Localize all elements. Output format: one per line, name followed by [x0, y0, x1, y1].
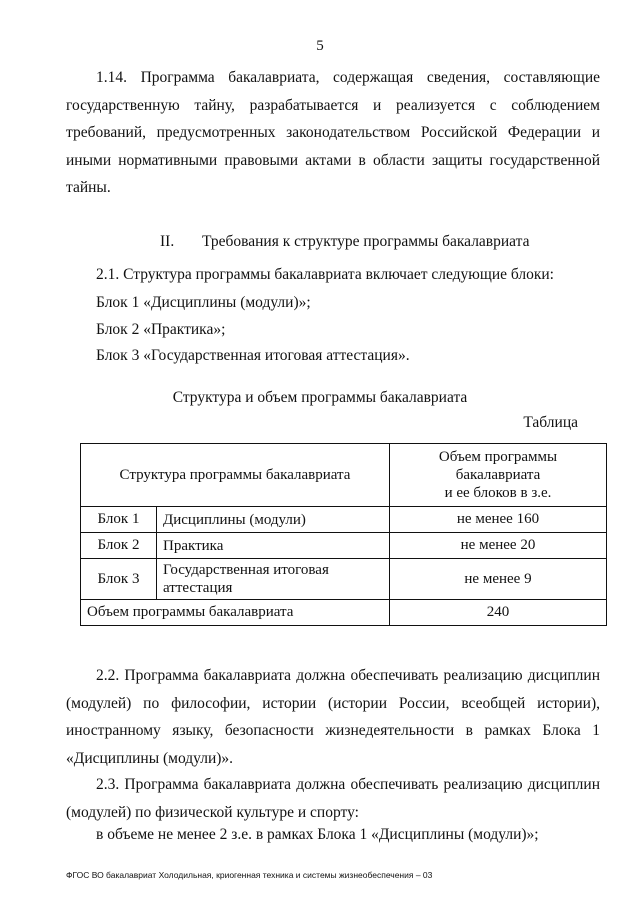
cell-name: Дисциплины (модули): [157, 507, 390, 533]
paragraph-1-14: 1.14. Программа бакалавриата, содержащая сведения, составляющие государственную тайну, разрабатывается и реализуется с соблюдением требований, предусмотренных законодательством Российской Федерации и иными нормативными правовыми актами в области защиты государственной тайны.: [66, 69, 600, 196]
block-list-item-3: Блок 3 «Государственная итоговая аттестация».: [96, 347, 410, 364]
structure-table: [80, 443, 607, 626]
cell-value: не менее 20: [390, 533, 607, 559]
table-row: [81, 559, 607, 600]
cell-block: Блок 2: [81, 533, 157, 559]
cell-total-value: 240: [390, 600, 607, 626]
block-list-item-2: Блок 2 «Практика»;: [96, 321, 226, 338]
table-header-row: [81, 444, 607, 507]
table-title: Структура и объем программы бакалавриата: [172, 389, 468, 406]
paragraph-2-1: 2.1. Структура программы бакалавриата включает следующие блоки:: [96, 266, 554, 283]
footer-note: ФГОС ВО бакалавриат Холодильная, криогенная техника и системы жизнеобеспечения – 03: [66, 870, 433, 880]
header-structure: Структура программы бакалавриата: [81, 444, 390, 507]
cell-block: Блок 3: [81, 559, 157, 600]
paragraph-2-3: 2.3. Программа бакалавриата должна обеспечивать реализацию дисциплин (модулей) по физической культуре и спорту:: [66, 776, 600, 821]
table-row: [81, 507, 607, 533]
section-title: Требования к структуре программы бакалавриата: [202, 233, 530, 250]
cell-value: не менее 9: [390, 559, 607, 600]
cell-value: не менее 160: [390, 507, 607, 533]
header-volume-line-3: и ее блоков в з.е.: [444, 485, 552, 501]
paragraph-2-2: 2.2. Программа бакалавриата должна обеспечивать реализацию дисциплин (модулей) по философии, истории (истории России, всеобщей истории), иностранному языку, безопасности жизнедеятельности в рамках Блока 1 «Дисциплины (модули)».: [66, 667, 600, 767]
page-number: 5: [316, 38, 324, 54]
cell-name: Государственная итоговая аттестация: [157, 559, 390, 600]
cell-block: Блок 1: [81, 507, 157, 533]
section-heading: [160, 233, 530, 251]
table-total-row: [81, 600, 607, 626]
paragraph-2-3-item: в объеме не менее 2 з.е. в рамках Блока 1 «Дисциплины (модули)»;: [96, 826, 539, 843]
cell-name: Практика: [157, 533, 390, 559]
section-number: II.: [160, 233, 175, 250]
block-list-item-1: Блок 1 «Дисциплины (модули)»;: [96, 294, 311, 311]
header-volume-line-2: бакалавриата: [455, 467, 541, 483]
cell-total-label: Объем программы бакалавриата: [81, 600, 390, 626]
table-row: [81, 533, 607, 559]
header-volume: [390, 444, 607, 507]
header-volume-line-1: Объем программы: [438, 449, 558, 465]
table-label: Таблица: [523, 414, 578, 431]
